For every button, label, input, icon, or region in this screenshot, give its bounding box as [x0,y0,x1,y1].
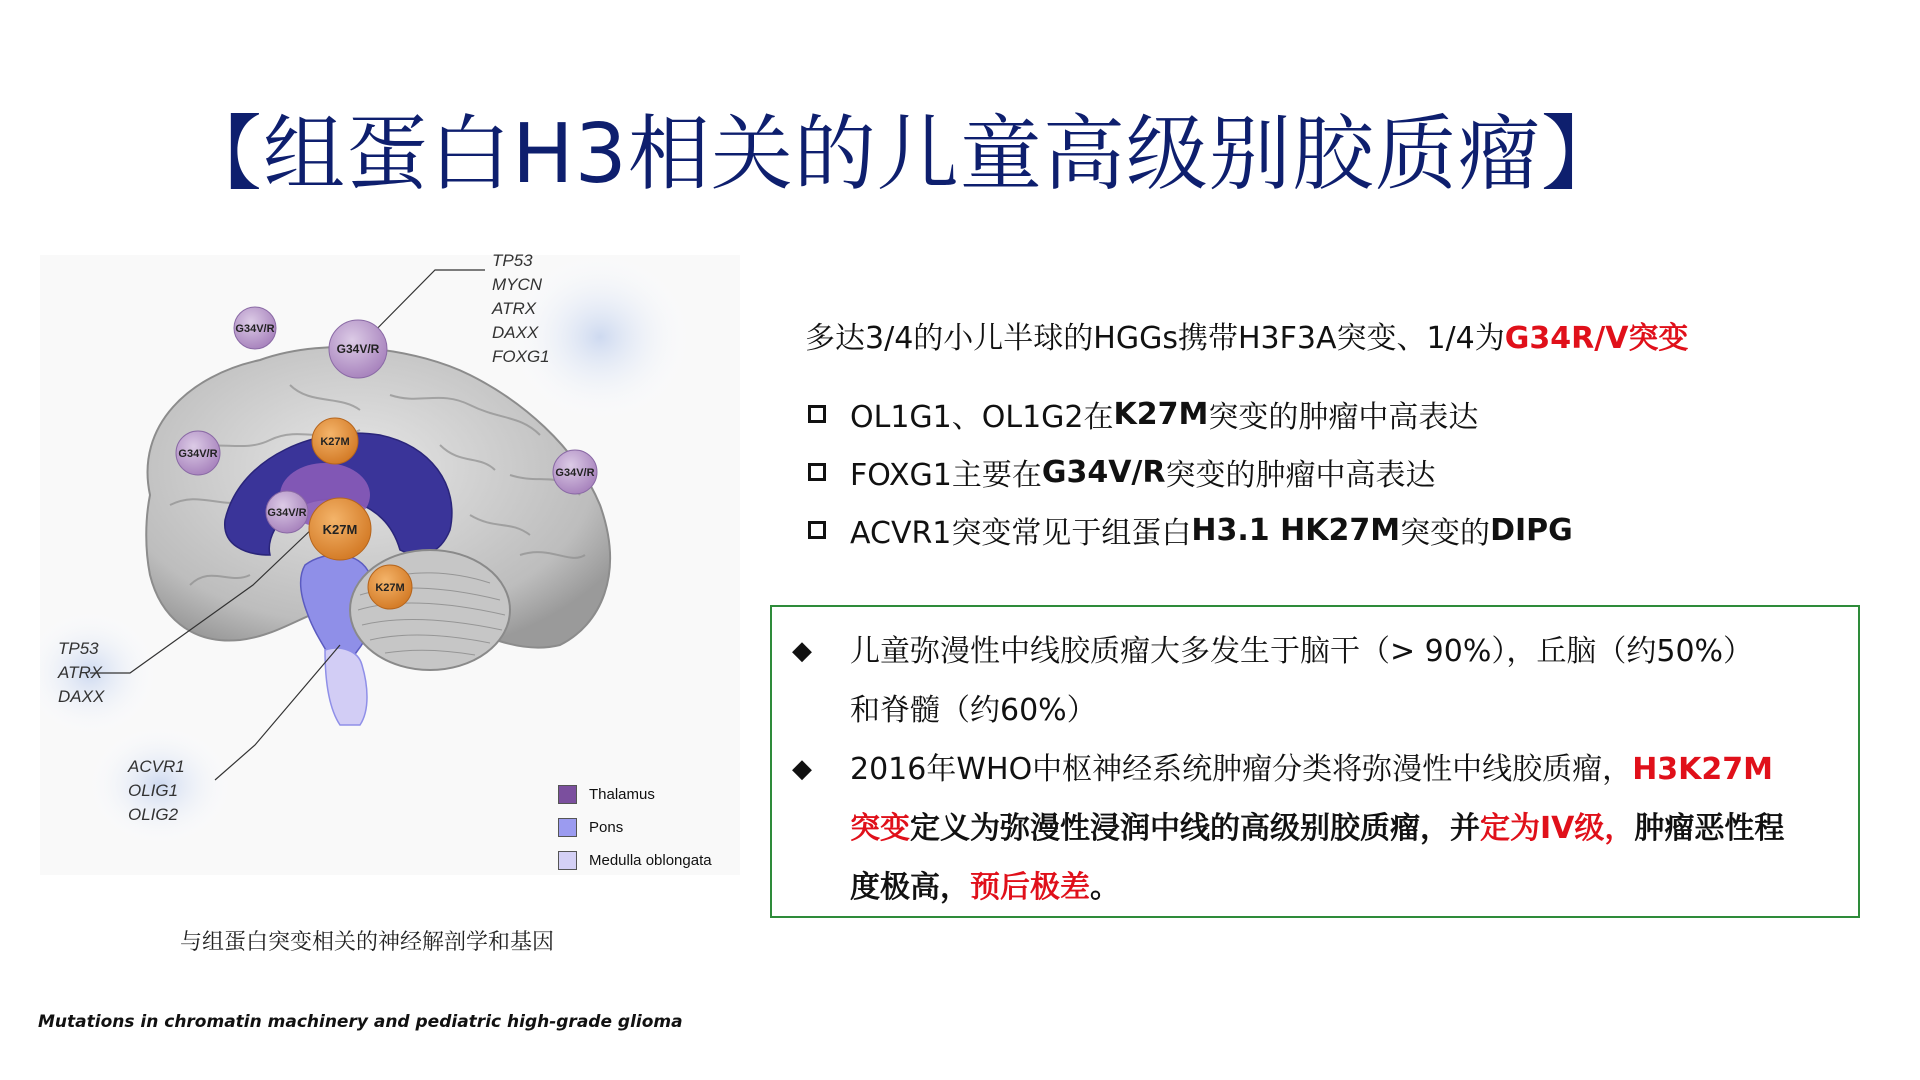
bullet-bold: G34V/R [1041,454,1166,490]
g34-label-lower: G34V/R [267,507,307,519]
summary-bold: 肿瘤恶性程 [1634,811,1785,846]
k27m-label-medulla: K27M [375,582,405,594]
summary-line [850,740,1850,799]
bullet-bold: K27M [1113,396,1209,432]
figure-legend [558,778,712,877]
summary-bold: 度极高， [850,870,970,905]
checkbox-square-icon [808,405,826,423]
summary-line [850,799,1850,858]
gene-list-bottom [128,755,185,827]
summary-plain: 2016年WHO中枢神经系统肿瘤分类将弥漫性中线胶质瘤， [850,752,1633,787]
g34-label-top-right: G34V/R [336,342,380,356]
summary-text [850,622,1850,740]
gene-list-left [58,637,104,709]
legend-swatch [558,785,577,804]
bullet-item [808,501,1573,559]
gene-item: DAXX [58,687,105,706]
bullet-text: OL1G1、OL1G2在 [850,400,1114,435]
legend-item-pons [558,811,712,844]
bullet-item [808,443,1573,501]
bullet-item [808,385,1573,443]
summary-red: H3K27M [1632,752,1774,787]
summary-bold: 。 [1090,870,1120,905]
summary-red: 突变 [850,811,910,846]
summary-line: 儿童弥漫性中线胶质瘤大多发生于脑干（> 90%），丘脑（约50%） [850,634,1754,669]
summary-red: 定为IV级， [1480,811,1635,846]
checkbox-square-icon [808,521,826,539]
summary-red: 预后极差 [970,870,1090,905]
legend-label: Thalamus [589,786,655,803]
summary-text [850,740,1850,917]
gene-item: OLIG1 [128,781,179,800]
bullet-list [808,385,1573,559]
diamond-bullet-icon: ◆ [792,636,812,666]
figure-caption: 与组蛋白突变相关的神经解剖学和基因 [180,930,555,955]
slide-title: 【组蛋白H3相关的儿童高级别胶质瘤】 [180,107,1624,202]
summary-line [850,858,1850,917]
bullet-bold: DIPG [1490,512,1573,548]
legend-swatch [558,818,577,837]
lead-statement [805,313,1688,357]
cerebellum [350,550,510,670]
g34-label-right: G34V/R [555,467,595,479]
gene-item: TP53 [492,251,533,270]
legend-label: Medulla oblongata [589,852,712,869]
gene-item: ACVR1 [128,757,185,776]
bullet-text: 突变的肿瘤中高表达 [1165,458,1436,493]
summary-bold: 定义为弥漫性浸润中线的高级别胶质瘤，并 [910,811,1480,846]
k27m-label-pons: K27M [322,522,358,537]
legend-swatch [558,851,577,870]
source-citation: Mutations in chromatin machinery and pediatric high-grade glioma [38,1012,683,1032]
bullet-bold: H3.1 HK27M [1191,512,1401,548]
gene-item: FOXG1 [492,347,550,366]
summary-line: 和脊髓（约60%） [850,693,1097,728]
bullet-text: 突变的肿瘤中高表达 [1208,400,1479,435]
brain-figure [40,251,740,875]
gene-item: ATRX [58,663,103,682]
k27m-label-thalamus: K27M [320,436,350,448]
g34-label-left: G34V/R [178,448,218,460]
legend-item-thalamus [558,778,712,811]
g34-label-top-left: G34V/R [235,323,275,335]
gene-list-top [492,249,550,369]
gene-item: ATRX [492,299,537,318]
gene-item: DAXX [492,323,539,342]
legend-item-medulla [558,844,712,877]
bullet-text: 突变的 [1400,516,1491,551]
gene-item: MYCN [492,275,543,294]
lead-text: 多达3/4的小儿半球的HGGs携带H3F3A突变、1/4为 [805,321,1505,356]
bullet-text: FOXG1主要在 [850,458,1042,493]
checkbox-square-icon [808,463,826,481]
summary-box [770,605,1860,918]
gene-item: TP53 [58,639,99,658]
legend-label: Pons [589,819,624,836]
lead-highlight: G34R/V突变 [1504,321,1689,356]
diamond-bullet-icon: ◆ [792,754,812,784]
bullet-text: ACVR1突变常见于组蛋白 [850,516,1192,551]
gene-item: OLIG2 [128,805,179,824]
